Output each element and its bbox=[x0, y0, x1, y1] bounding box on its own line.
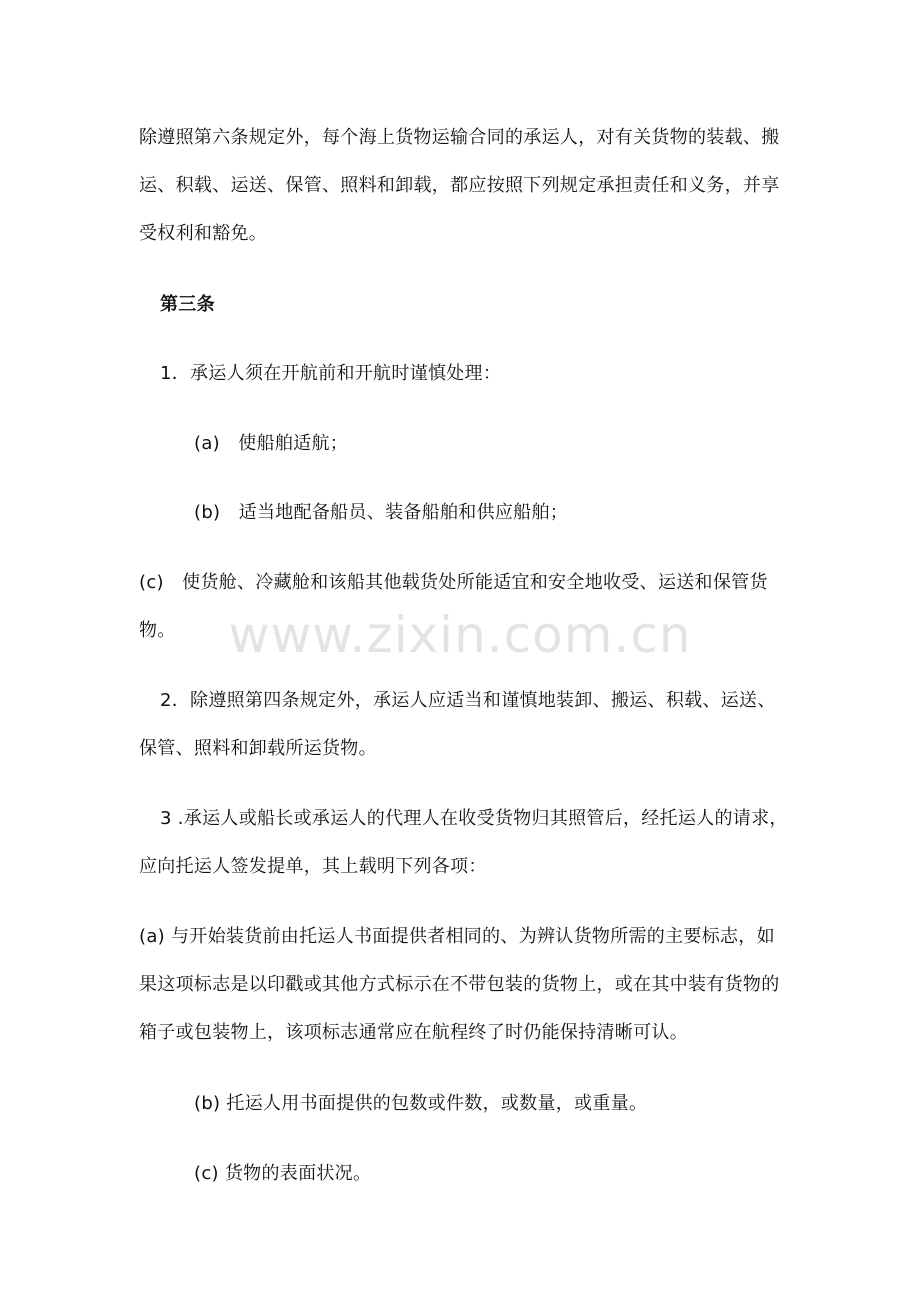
text-line: (a) 使船舶适航； bbox=[194, 433, 349, 454]
article-heading bbox=[160, 281, 215, 329]
text-line: (a) 与开始装货前由托运人书面提供者相同的、为辨认货物所需的主要标志，如 bbox=[139, 926, 775, 947]
text-line: (b) 托运人用书面提供的包数或件数，或数量，或重量。 bbox=[194, 1093, 648, 1114]
watermark: www.zixin.com.cn bbox=[228, 606, 692, 664]
text-line: 应向托运人签发提单，其上载明下列各项： bbox=[139, 856, 487, 877]
text-line: (c) 使货舱、冷藏舱和该船其他载货处所能适宜和安全地收受、运送和保管货 bbox=[139, 572, 768, 593]
text-line: 除遵照第六条规定外，每个海上货物运输合同的承运人，对有关货物的装载、搬 bbox=[139, 127, 780, 148]
text-line: 物。 bbox=[139, 620, 176, 641]
text-line: 受权利和豁免。 bbox=[139, 223, 268, 244]
clause-3c bbox=[194, 1150, 371, 1198]
text-line: 运、积载、运送、保管、照料和卸载，都应按照下列规定承担责任和义务，并享 bbox=[139, 175, 780, 196]
clause-2 bbox=[139, 677, 776, 773]
text-line: (b) 适当地配备船员、装备船舶和供应船舶； bbox=[194, 502, 569, 523]
clause-1c bbox=[139, 559, 768, 655]
text-line: 3 .承运人或船长或承运人的代理人在收受货物归其照管后，经托运人的请求， bbox=[160, 808, 788, 829]
clause-3a bbox=[139, 913, 780, 1057]
text-line: 果这项标志是以印戳或其他方式标示在不带包装的货物上，或在其中装有货物的 bbox=[139, 974, 780, 995]
intro-paragraph bbox=[139, 114, 780, 258]
text-line: 2．除遵照第四条规定外，承运人应适当和谨慎地装卸、搬运、积载、运送、 bbox=[160, 690, 776, 711]
heading-text: 第三条 bbox=[160, 294, 215, 315]
clause-1a bbox=[194, 420, 348, 468]
clause-3b bbox=[194, 1080, 647, 1128]
clause-3 bbox=[139, 795, 788, 891]
text-line: (c) 货物的表面状况。 bbox=[194, 1163, 372, 1184]
text-line: 保管、照料和卸载所运货物。 bbox=[139, 738, 377, 759]
clause-1b bbox=[194, 489, 568, 537]
text-line: 箱子或包装物上，该项标志通常应在航程终了时仍能保持清晰可认。 bbox=[139, 1022, 688, 1043]
text-line: 1．承运人须在开航前和开航时谨慎处理： bbox=[160, 363, 502, 384]
clause-1 bbox=[160, 350, 501, 398]
